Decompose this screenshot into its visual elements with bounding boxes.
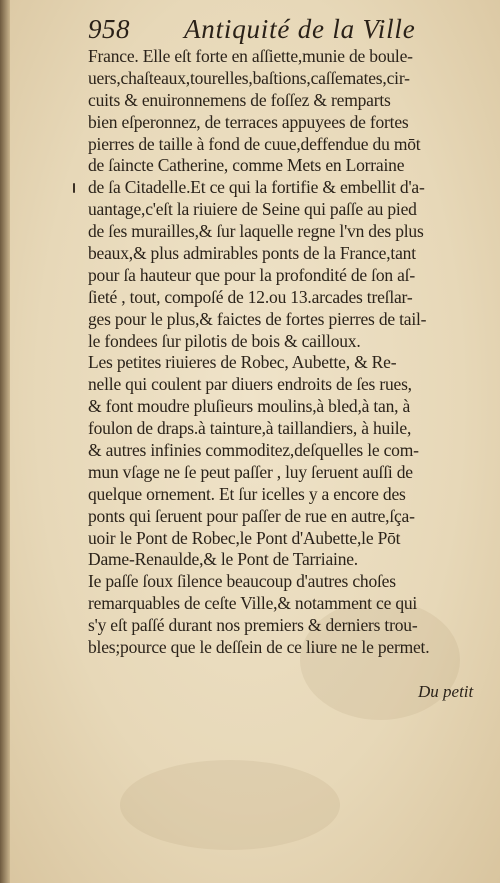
text-line: France. Elle eſt forte en aſſiette,munie de boule- [88,46,413,66]
text-line: le fondees ſur pilotis de bois & cailloux. [88,330,361,351]
page-gutter-edge [0,0,10,883]
text-line: bles;pource que le deſſein de ce liure ne le permet. [88,637,430,658]
text-line: cuits & enuironnemens de foſſez & remparts [88,89,391,110]
text-line: foulon de draps.à tainture,à taillandiers, à huile, [88,418,412,439]
text-line: Les petites riuieres de Robec, Aubette, & Re- [88,352,397,373]
body-text [88,46,486,659]
text-line: ponts qui ſeruent pour paſſer de rue en autre,ſça- [88,505,415,526]
paper-stain [120,760,340,850]
text-line: quelque ornement. Et ſur icelles y a encore des [88,483,406,504]
text-line: de ſa Citadelle.Et ce qui la fortifie & embellit d'a- [88,177,425,198]
catchword: Du petit [418,682,474,701]
text-line: uantage,c'eſt la riuiere de Seine qui paſſe au pied [88,199,417,220]
text-line: nelle qui coulent par diuers endroits de ſes rues, [88,374,412,395]
text-line: beaux,& plus admirables ponts de la France,tant [88,243,416,264]
text-line: s'y eſt paſſé durant nos premiers & derniers trou- [88,615,418,636]
text-line: ſieté , tout, compoſé de 12.ou 13.arcades treſlar- [88,286,413,307]
page-number: 958 [88,14,130,44]
text-line: pour ſa hauteur que pour la profondité de ſon aſ- [88,264,415,285]
page-header [88,14,488,48]
text-line: Ie paſſe ſoux ſilence beaucoup d'autres choſes [88,571,396,592]
running-title: Antiquité de la Ville [184,14,416,44]
text-line: de ſes murailles,& ſur laquelle regne l'vn des plus [88,221,424,242]
text-line: ges pour le plus,& faictes de fortes pierres de tail- [88,308,427,329]
text-line: & font moudre pluſieurs moulins,à bled,à tan, à [88,396,411,417]
text-line: uers,chaſteaux,tourelles,baſtions,caſſemates,cir- [88,67,410,88]
text-line: de ſaincte Catherine, comme Mets en Lorraine [88,155,405,176]
text-line: mun vſage ne ſe peut paſſer , luy ſeruent auſſi de [88,461,413,482]
text-line: Dame-Renaulde,& le Pont de Tarriaine. [88,549,358,570]
text-line: & autres infinies commoditez,deſquelles le com- [88,440,419,461]
margin-mark [73,183,75,193]
text-line: remarquables de ceſte Ville,& notamment ce qui [88,593,418,614]
text-line: pierres de taille à fond de cuue,deffendue du mōt [88,133,421,154]
text-line: bien eſperonnez, de terraces appuyees de fortes [88,111,409,132]
text-line: uoir le Pont de Robec,le Pont d'Aubette,le Pōt [88,527,401,548]
